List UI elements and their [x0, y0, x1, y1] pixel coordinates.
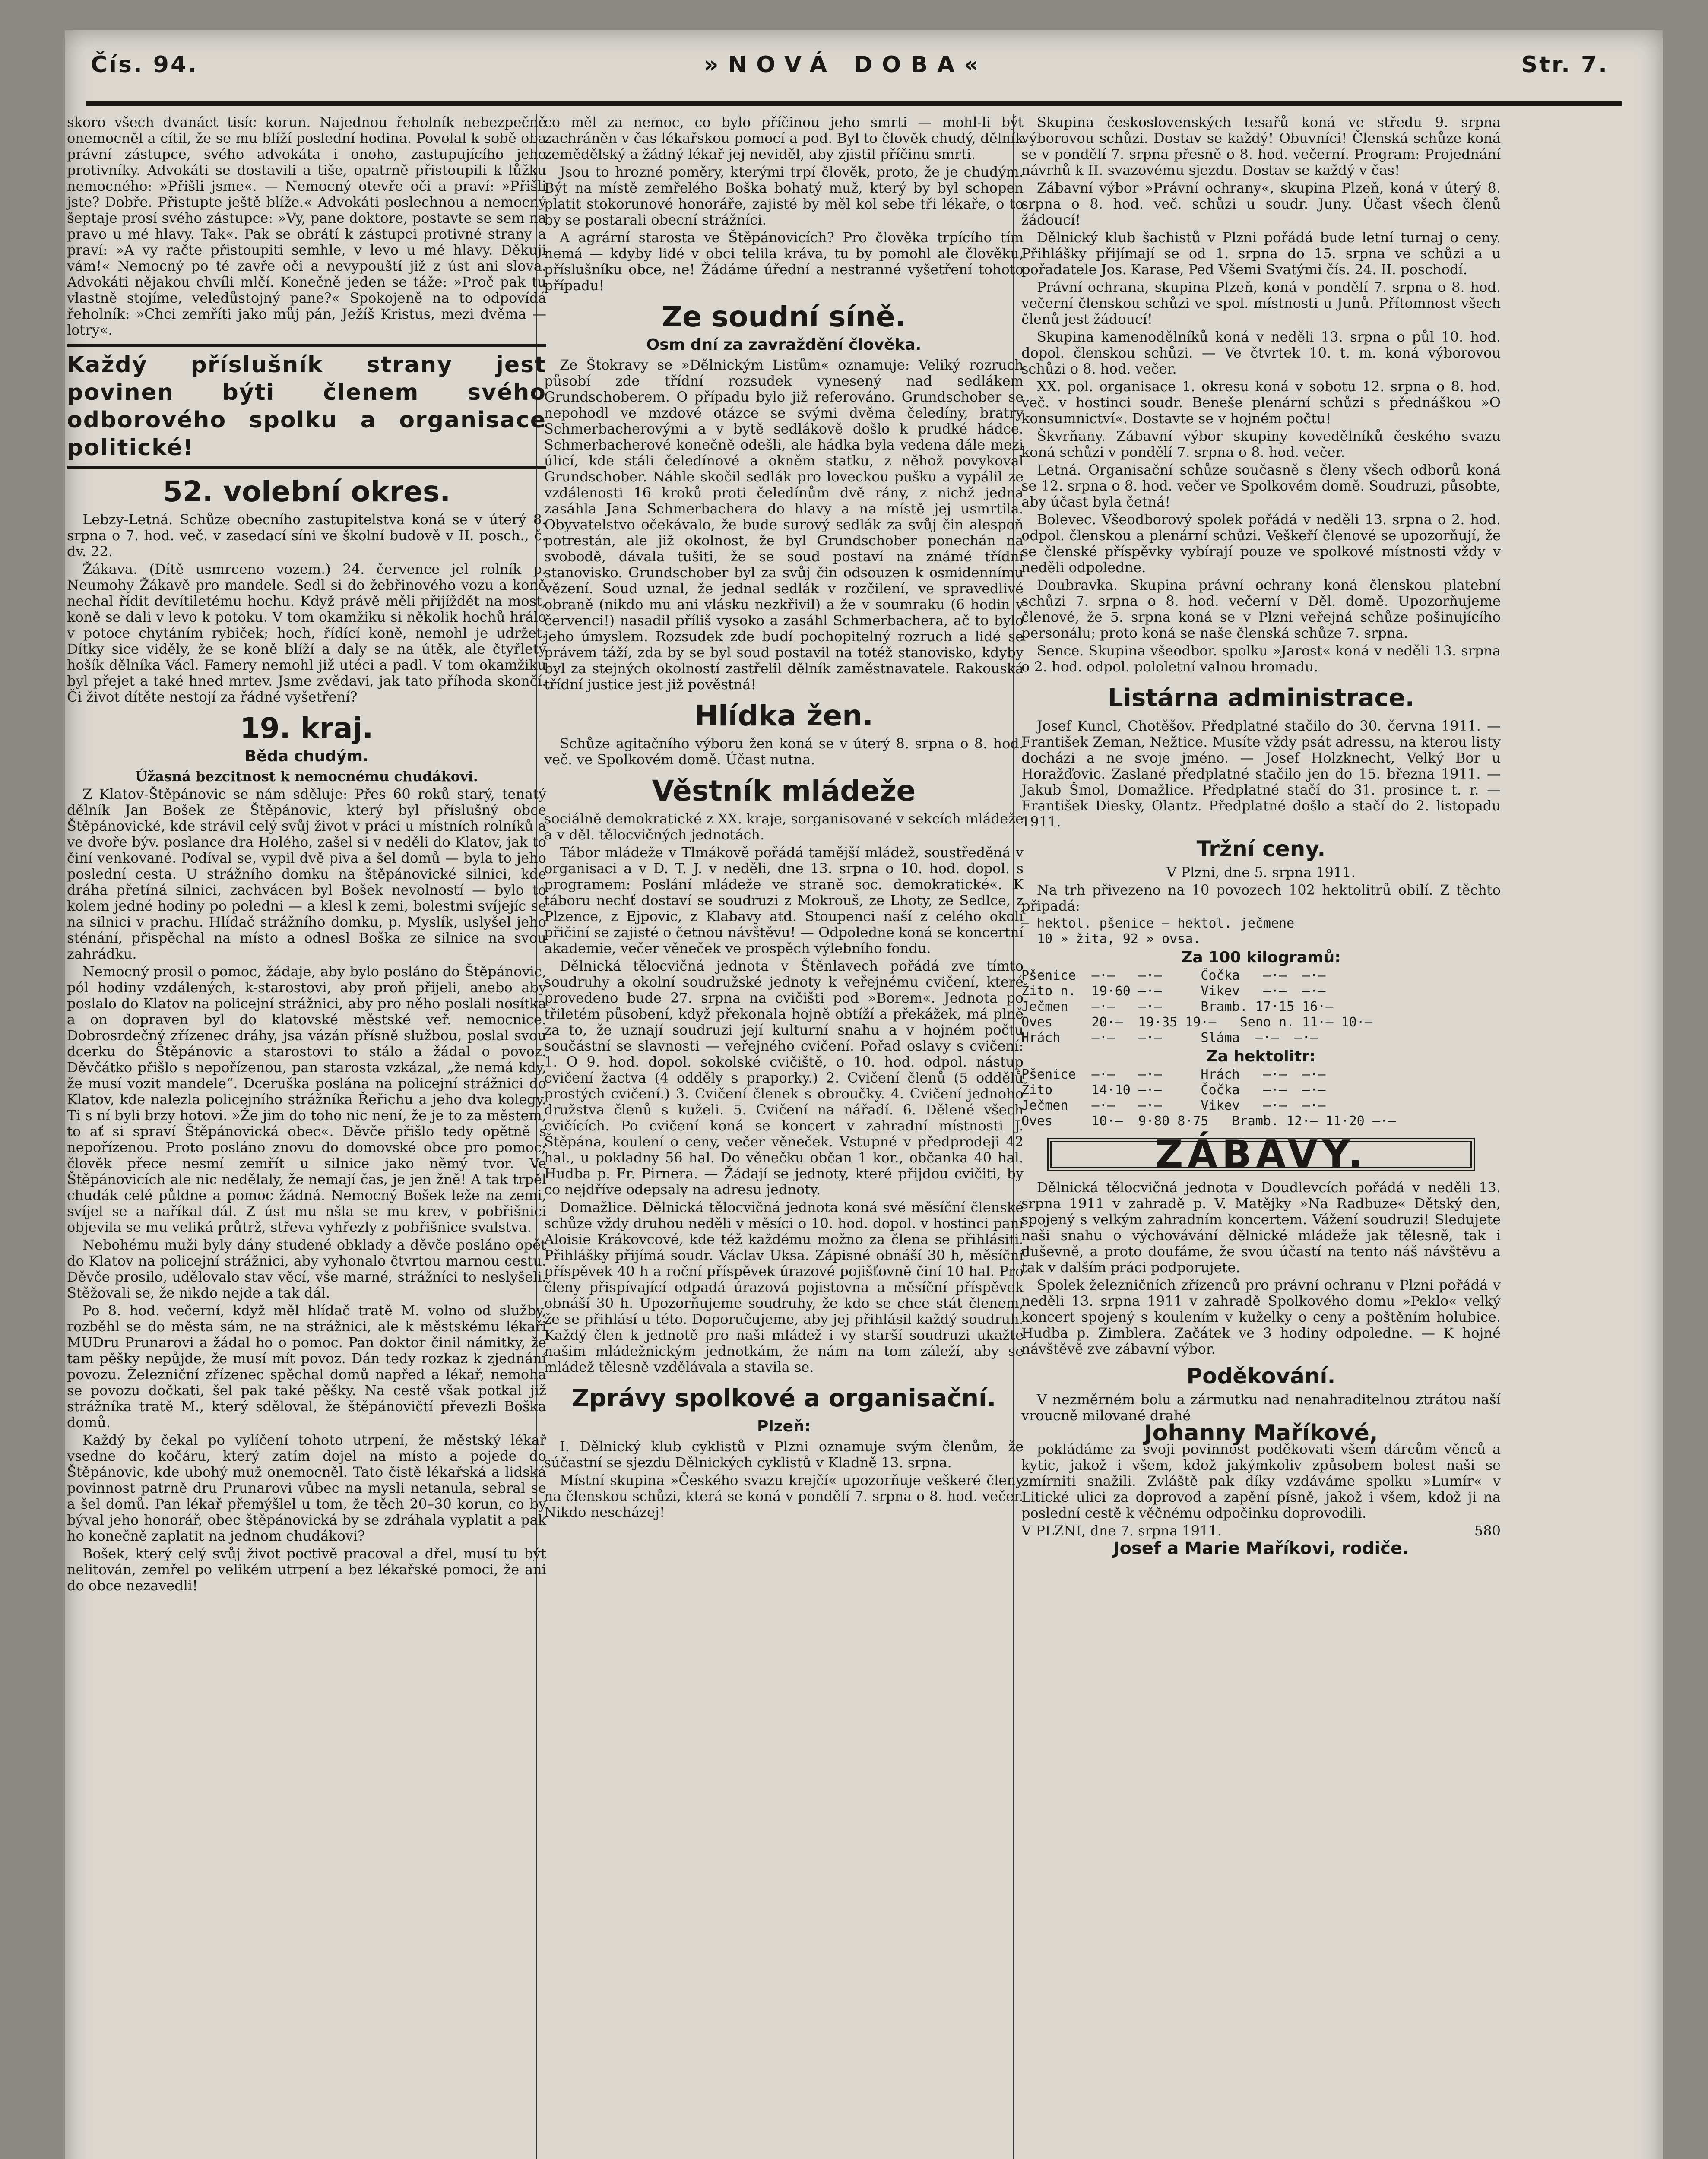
notice-paragraph: Skupina kamenodělníků koná v neděli 13. srpna o půl 10. hod. dopol. členskou schůzi. — Ve čtvrtek 10. t. m. koná výborovou schůzi o 8. hod. večer.	[1021, 329, 1501, 377]
notice-paragraph: pokládáme za svoji povinnost poděkovati všem dárcům věnců a kytic, jakož i všem, kdož jakýmkoliv způsobem bolest naši se zmírniti snažili. Zvláště pak díky vzdáváme spolku »Lumír« v Litické ulici za doprovod a zapění písně, jakož i všem, kdož ji na poslední cestě k věčnému odpočinku doprovodili.	[1021, 1441, 1501, 1521]
article-paragraph: Dělnická tělocvičná jednota v Štěnlavech pořádá zve tímto soudruhy a okolní soudružské jednoty k veřejnému cvičení, které provedeno bude 27. srpna na cvičišti pod »Borem«. Jednota po třiletém působení, když překonala hojně obtíží a překážek, má plně za to, že uznají soudruzi její kulturní snahu a v hojném počtu součástní se slavnosti — veřejného cvičení. Pořad oslavy s cvičení: 1. O 9. hod. dopol. sokolské cvičiště, o 10. hod. odpol. nástup cvičení žactva (4 odděly s praporky.) 2. Cvičení členů (5 oddělů prostých cvičení.) 3. Cvičení členek s obroučky. 4. Cvičení jednoho družstva členů s kuželi. 5. Cvičení na nářadí. 6. Dělené všech cvičících. Po cvičení koná se koncert v zahradní místnosti J. Štěpána, koulení o ceny, večer věneček. Vstupné v předprodeji 42 hal., u pokladny 56 hal. Do věnečku občan 1 kor., občanka 40 hal. Hudba p. Fr. Pirnera. — Žádají se jednoty, které přijdou cvičiti, by co nejdříve odepsaly na adresu jednoty.	[544, 958, 1024, 1198]
article-paragraph: Místní skupina »Českého svazu krejčí« upozorňuje veškeré členy na členskou schůzi, která se koná v pondělí 7. srpna o 8. hod. večer. Nikdo nescházej!	[544, 1472, 1024, 1520]
notice-paragraph: Škvrňany. Zábavní výbor skupiny kovedělníků českého svazu koná schůzi v pondělí 7. srpna o 8. hod. večer.	[1021, 428, 1501, 460]
article-paragraph: Schůze agitačního výboru žen koná se v úterý 8. srpna o 8. hod. več. ve Spolkovém domě. Účast nutna.	[544, 735, 1024, 768]
signature: Josef a Marie Maříkovi, rodiče.	[1113, 1539, 1409, 1558]
column-left	[67, 114, 546, 1596]
section-title-hlidka: Hlídka žen.	[694, 699, 874, 732]
notice-paragraph: Právní ochrana, skupina Plzeň, koná v pondělí 7. srpna o 8. hod. večerní členskou schůzi ve spol. místnosti u Junů. Přítomnost všech členů jest žádoucí!	[1021, 279, 1501, 327]
section-title-ceny: Tržní ceny.	[1196, 836, 1326, 861]
section-title-okres52: 52. volební okres.	[162, 475, 451, 508]
article-paragraph: A agrární starosta ve Štěpánovicích? Pro člověka trpícího tím nemá — kdyby lidé v obci telila kráva, tu by pomohl ale člověku, příslušníku obce, ne! Žádáme úřední a nestranné vyšetření tohoto případu!	[544, 229, 1024, 294]
masthead-title: »NOVÁ DOBA«	[704, 52, 988, 78]
notice-paragraph: XX. pol. organisace 1. okresu koná v sobotu 12. srpna o 8. hod. več. v hostinci soudr. Beneše plenární schůzi s přednáškou »O konsumnictví«. Dostavte se v hojném počtu!	[1021, 378, 1501, 427]
article-paragraph: Lebzy-Letná. Schůze obecního zastupitelstva koná se v úterý 8. srpna o 7. hod. več. v zasedací síni ve školní budově v II. posch., č. dv. 22.	[67, 511, 546, 560]
section-title-kraj19: 19. kraj.	[240, 712, 374, 745]
article-paragraph: Ze Štokravy se »Dělnickým Listům« oznamuje: Veliký rozruch působí zde třídní rozsudek vynesený nad sedlákem Grundschoberem. O případu bylo již referováno. Grundschober se nepohodl ve mzdové otázce se svými dvěma čeledíny, bratry Schmerbacherovými a v bytě sedlákově došlo k prudké hádce. Schmerbacherové konečně odešli, ale hádka byla vedena dále mezi úlicí, kde stáli čeledínové a okněm statku, z něhož povykoval Grundschober. Náhle skočil sedlák pro loveckou pušku a vypálil ze vzdálenosti 16 kroků proti čeledínům dvě rány, z nichž jedna zasáhla Jana Schmerbachera do hlavy a na místě jej usmrtila. Obyvatelstvo očekávalo, že bude surový sedlák za svůj čin alespoň potrestán, ale již okolnost, že byl Grundschober ponechán na svobodě, dávala tušiti, že se soud postaví na známé třídní stanovisko. Grundschober byl za svůj čin odsouzen k osmidennímu vězení. Soud uznal, že jednal sedlák v rozčilení, ve spravedlivé obraně (nikdo mu ani vlásku nezkřivil) a že v soumraku (6 hodin v červenci!) nasadil příliš vysoko a zasáhl Schmerbachera, ač to bylo jeho úmyslem. Rozsudek zde budí pochopitelný rozruch a lidé se právem táží, zda by se byl soud postavil na totéž stanovisko, kdyby byl za stejných okolností zastřelil dělník zaměstnavatele. Rakouská třídní justice jest již pověstná!	[544, 357, 1024, 693]
notice-paragraph: Spolek železničních zřízenců pro právní ochranu v Plzni pořádá v neděli 13. srpna 1911 v zahradě Spolkového domu »Peklo« velký koncert spojený s koulením v kuželky o ceny a poštěním holubice. Hudba p. Zimblera. Začátek ve 3 hodiny odpoledne. — K hojné návštěvě zve zábavní výbor.	[1021, 1277, 1501, 1357]
market-kg-title: Za 100 kilogramů:	[1181, 949, 1341, 966]
article-paragraph: Každý by čekal po vylíčení tohoto utrpení, že městský lékař vsedne do kočáru, který zatím dojel na místo a pojede do Štěpánovic, kde ubohý muž onemocněl. Tato čistě lékařská a lidská povinnost patrně dru Prunarovi vůbec na mysli netanula, sebral se a šel domů. Pan lékař přemýšlel u tom, že těch 20–30 korun, co by býval jeho honorář, obec štěpánovická by se zdráhala vyplatit a pak ho konečně zaplatit na jednom chudákovi?	[67, 1432, 546, 1544]
column-middle	[544, 114, 1024, 1522]
section-title-vestnik: Věstník mládeže	[652, 774, 916, 807]
section-subtitle: Plzeň:	[757, 1418, 811, 1435]
market-intro: Na trh přivezeno na 10 povozech 102 hektolitrů obilí. Z těchto připadá:	[1021, 882, 1501, 914]
issue-number: Čís. 94.	[91, 52, 198, 78]
article-paragraph: co měl za nemoc, co bylo příčinou jeho smrti — mohl-li být zachráněn v čas lékařskou pomocí a pod. Byl to člověk chudý, dělník zemědělský a žádný lékař jej neviděl, aby zjistil příčinu smrti.	[544, 114, 1024, 162]
article-paragraph: Tábor mládeže v Tlmákově pořádá tamější mládež, soustředěná v organisaci a v D. T. J. v neděli, dne 13. srpna o 10. hod. dopol. s programem: Poslání mládeže ve straně soc. demokratické«. K táboru nechť dostaví se soudruzi z Mokrouš, ze Lhoty, ze Sedlce, z Plzence, z Ejpovic, z Klabavy atd. Stoupenci naší z celého okolí přičiní se zajisté o četnou návštěvu! — Odpoledne koná se koncertní akademie, večer věneček ve prospěch výlebního fondu.	[544, 844, 1024, 956]
article-paragraph: sociálně demokratické z XX. kraje, sorganisované v sekcích mládeže a v děl. tělocvičných jednotách.	[544, 810, 1024, 843]
place-date	[1021, 1523, 1501, 1539]
notice-paragraph: Letná. Organisační schůze současně s členy všech odborů koná se 12. srpna o 8. hod. večer ve Spolkovém domě. Soudruzi, působte, aby účast byla četná!	[1021, 462, 1501, 510]
article-paragraph: Domažlice. Dělnická tělocvičná jednota koná své měsíční členské schůze vždy druhou neděli v měsíci o 10. hod. dopol. v hostinci paní Aloisie Krákovcové, kde též každému možno za člena se přihlásiti. Přihlášky přijímá soudr. Václav Uksa. Zápisné obnáší 30 h, měsíční příspěvek 40 h a roční příspěvek úrazové pojišťovně činí 10 hal. Pro členy přispívající odpadá úrazová pojistovna a měsíční příspěvek obnáší 30 h. Upozorňujeme soudruhy, že kdo se chce stát členem, že se přihlásí u této. Doporučujeme, aby jej přihlásil každý soudruh. Každý člen k jednotě pro naši mládež i vy starší soudruzi ukažte našim mládežnickým jednotkám, že nám na tom záleží, aby se mládež tělesně vzdělávala a stavila se.	[544, 1199, 1024, 1375]
article-paragraph: Žákava. (Dítě usmrceno vozem.) 24. července jel rolník p. Neumohy Žákavě pro mandele. Sedl si do žebřinového vozu a koně nechal řídit devítiletému hochu. Když právě měli přijíždět na most, koně se dali v levo k potoku. V tom okamžiku si několik hochů hrálo v potoce chytáním rybiček; hoch, řídící koně, nemohl je udržet. Dítky sice viděly, že se koně blíží a daly se na útěk, ale čtyřletý hošík dělníka Václ. Famery nemohl již utéci a padl. V tom okamžiku byl přejet a také hned mrtev. Jsme zvědavi, jak tato příhoda skončí. Či život dítěte nestojí za řádné vyšetření?	[67, 561, 546, 705]
section-subtitle: Osm dní za zavraždění člověka.	[646, 336, 922, 354]
article-lead: Úžasná bezcitnost k nemocnému chudákovi.	[135, 768, 478, 785]
market-date: V Plzni, dne 5. srpna 1911.	[1166, 864, 1356, 880]
section-title-spolkove: Zprávy spolkové a organisační.	[571, 1384, 996, 1412]
notice-paragraph: Sence. Skupina všeodbor. spolku »Jarost« koná v neděli 13. srpna o 2. hod. odpol. pololetní valnou hromadu.	[1021, 643, 1501, 675]
article-paragraph: Bošek, který celý svůj život poctivě pracoval a dřel, musí tu být nelitován, zemřel po velikém utrpení a bez lékařské pomoci, že ani do obce nezavedli!	[67, 1545, 546, 1594]
notice-paragraph: Bolevec. Všeodborový spolek pořádá v neděli 13. srpna o 2. hod. odpol. členskou a plenární schůzi. Veškeří členové se upozorňují, že se členské příspěvky vybírají pouze ve spolkové místnosti vždy v neděli odpoledne.	[1021, 511, 1501, 576]
section-title-listarna: Listárna administrace.	[1108, 684, 1414, 712]
notice-paragraph: Dělnický klub šachistů v Plzni pořádá bude letní turnaj o ceny. Přihlášky přijímají se od 1. srpna do 15. srpna ve schůzi a u pořadatele Jos. Karase, Ped Všemi Svatými čís. 24. II. poschodí.	[1021, 229, 1501, 278]
market-kg-table: Pšenice —·— —·— Čočka —·— —·— Žito n. 19·60 —·— Vikev —·— —·— Ječmen —·— —·— Bramb. 17·15 16·— Oves 20·— 19·35 19·— Seno n. 11·— 10·— Hrách —·— —·— Sláma —·— —·—	[1021, 968, 1372, 1045]
notice-paragraph: Doubravka. Skupina právní ochrany koná členskou platební schůzi 7. srpna o 8. hod. večerní v Děl. domě. Upozorňujeme členové, že 5. srpna koná se v Plzni veřejná schůze pošinujícího personálu; proto koná se naše členská schůze 7. srpna.	[1021, 577, 1501, 641]
page-number: Str. 7.	[1521, 52, 1609, 78]
article-paragraph: Jsou to hrozné poměry, kterými trpí člověk, proto, že je chudým. Být na místě zemřelého Boška bohatý muž, který by byl schopen platit stokorunové honoráře, zajisté by měl kol sebe tři lékaře, o to by se postarali obecní strážníci.	[544, 164, 1024, 228]
party-callout: Každý příslušník strany jest povinen býti členem svého odborového spolku a organisace politické!	[67, 344, 546, 469]
deceased-name: Johanny Maříkové,	[1144, 1420, 1378, 1446]
zabavy-banner: ZÁBAVY.	[1047, 1138, 1475, 1171]
market-hl-table: Pšenice —·— —·— Hrách —·— —·— Žito 14·10 —·— Čočka —·— —·— Ječmen —·— —·— Vikev —·— —·— Oves 10·— 9·80 8·75 Bramb. 12·— 11·20 —·—	[1021, 1067, 1396, 1129]
article-paragraph: Nemocný prosil o pomoc, žádaje, aby bylo posláno do Štěpánovic, pól hodiny vzdálených, k-starostovi, aby proň přijeli, anebo aby poslalo do Klatov na policejní strážnici, aby pro něho poslali nosítka a on dopraven byl do klatovské městské veř. nemocnice. Dobrosrdečný zřízenec dráhy, jsa vázán přísně službou, poslal svou dcerku do Štěpánovic a starostovi to stálo a žádal o povoz. Děvčátko přišlo s nepořízenou, pan starosta vzkázal, „že nemá kdy, že musí vozit mandele“. Dceruška poslána na policejní strážnici do Klatov, kde nalezla policejního strážníka Řeřichu a jeho dva kolegy. Ti s ní byli brzy hotovi. »Že jim do toho nic není, že je to za městem, to ať si spraví Štěpánovická obec«. Děvče přišlo tedy opětně s nepořízenou. Proto posláno znovu do domovské obce pro pomoc; člověk přece nesmí zemřít u silnice jako němý tvor. Ve Štěpánovicích ale nic nedělaly, že nemají čas, je jen žně! A tak trpěl chudák celé půldne a pomoc žádná. Nemocný Bošek leže na zemi, svíjel se a naříkal dál. Z úst mu nšla se mu krev, v pobřišnici objevila se mu veliká průtrž, střeva vyhřezly z pobřišnice svalstva.	[67, 963, 546, 1235]
header-rule	[86, 101, 1622, 106]
market-hl-title: Za hektolitr:	[1206, 1048, 1316, 1065]
column-right	[1021, 114, 1501, 1557]
notice-paragraph: Zábavní výbor »Právní ochrany«, skupina Plzeň, koná v úterý 8. srpna o 8. hod. več. schůzi u soudr. Juny. Účast všech členů žádoucí!	[1021, 180, 1501, 228]
market-hektol: — hektol. pšenice — hektol. ječmene 10 » žita, 92 » ovsa.	[1021, 916, 1295, 947]
section-subtitle: Běda chudým.	[244, 747, 369, 765]
article-paragraph: I. Dělnický klub cyklistů v Plzni oznamuje svým členům, že súčastní se sjezdu Dělnických cyklistů v Kladně 13. srpna.	[544, 1438, 1024, 1471]
article-paragraph: Po 8. hod. večerní, když měl hlídač tratě M. volno od služby, rozběhl se do města sám, ne na strážnici, ale k městskému lékaři MUDru Prunarovi a žádal ho o pomoc. Pan doktor činil námitky, že tam pěšky nepůjde, že musí mít povoz. Dán tedy rozkaz k zjednání povozu. Železniční zřízenec spěchal domů napřed a lékař, nemoha se povozu dočkati, šel pak také pěšky. Na cestě však potkal již strážníka tratě M., který sděloval, že štěpánovičtí převezli Boška domů.	[67, 1302, 546, 1431]
page-header	[0, 52, 1708, 99]
section-title-podekovani: Poděkování.	[1186, 1364, 1336, 1389]
article-paragraph: Z Klatov-Štěpánovic se nám sděluje: Přes 60 roků starý, tenatý dělník Jan Bošek ze Štěpánovic, který byl příslušný obce Štěpánovické, kde strávil celý svůj život v práci u místních rolníků a ve dvoře býv. poslance dra Holého, zašel si v neděli do Klatov, jak to činí venkované. Podíval se, vypil dvě piva a šel domů — byla to jeho poslední cesta. U strážního domku na štěpánovické silnici, kde dráha přetíná silnici, zachvácen byl Bošek nevolností — bylo to kolem jedné hodiny po poledni — a klesl k zemi, bolestmi svíjejíc se na silnici v prachu. Hlídač strážního domku, p. Myslík, uslyšel jeho sténání, přispěchal na místo a odnesl Boška ze silnice na svou zahrádku.	[67, 786, 546, 962]
article-paragraph: skoro všech dvanáct tisíc korun. Najednou řeholník nebezpečně onemocněl a cítil, že se mu blíží poslední hodina. Povolal k sobě oba právní zástupce, svého advokáta i onoho, zastupujícího jeho protivníky. Advokáti se dostavili a tiše, opatrně přistoupili k lůžku nemocného: »Přišli jsme«. — Nemocný otevře oči a praví: »Přišli jste? Dobře. Přistupte ještě blíže.« Advokáti poslechnou a nemocný šeptaje prosí svého zástupce: »Vy, pane doktore, postavte se sem na pravo u mé hlavy. Tak«. Pak se obrátí k zástupci protivné strany a praví: »A vy račte přistoupiti semhle, v levo u mé hlavy. Děkuji vám!« Nemocný po té zavře oči a nevypouští již z úst ani slova. Advokáti nějakou chvíli mlčí. Konečně jeden se táže: »Proč pak tu vlastně stojíme, veledůstojný pane?« Spokojeně na to odpovídá řeholník: »Chci zemříti jako můj pán, Ježíš Kristus, mezi dvěma — lotry«.	[67, 114, 546, 338]
notice-paragraph: Skupina československých tesařů koná ve středu 9. srpna výborovou schůzi. Dostav se každý! Obuvníci! Členská schůze koná se v pondělí 7. srpna přesně o 8. hod. večerní. Program: Projednání návrhů k II. svazovému sjezdu. Dostav se každý v čas!	[1021, 114, 1501, 178]
section-title-soudni: Ze soudní síně.	[662, 300, 906, 333]
notice-paragraph: Josef Kuncl, Chotěšov. Předplatné stačilo do 30. června 1911. — František Zeman, Nežtice. Musíte vždy psát adressu, na kterou listy docházi a ne svoje jméno. — Josef Holzknecht, Velký Bor u Horažďovic. Zaslané předplatné stačilo jen do 15. března 1911. — Jakub Šmol, Domažlice. Předplatné stačí do 31. prosince t. r. — František Diesky, Olantz. Předplatné došlo a stačí do 2. listopadu 1911.	[1021, 718, 1501, 830]
notice-number: 580	[1474, 1523, 1501, 1539]
place-date-text: V PLZNI, dne 7. srpna 1911.	[1021, 1523, 1222, 1539]
article-paragraph: Nebohému muži byly dány studené obklady a děvče posláno opět do Klatov na policejní strážnici, aby vyhonalo čtvrtou marnou cestu. Děvče prosilo, udělovalo stav věcí, vše marné, strážníci to neslyšeli. Stěžovali se, že nikdo nejde a tak dál.	[67, 1237, 546, 1301]
notice-paragraph: Dělnická tělocvičná jednota v Doudlevcích pořádá v neděli 13. srpna 1911 v zahradě p. V. Matějky »Na Radbuze« Dětský den, spojený s velkým zahradním koncertem. Vážení soudruzi! Sledujete naši snahu o výchovávání dělnické mládeže jak tělesně, tak i duševně, a proto doufáme, že svou účastí na tento náš návštěvu a tak v dalším práci podporujete.	[1021, 1179, 1501, 1276]
notice-paragraph: V nezměrném bolu a zármutku nad nenahraditelnou ztrátou naší vroucně milované drahé	[1021, 1391, 1501, 1424]
